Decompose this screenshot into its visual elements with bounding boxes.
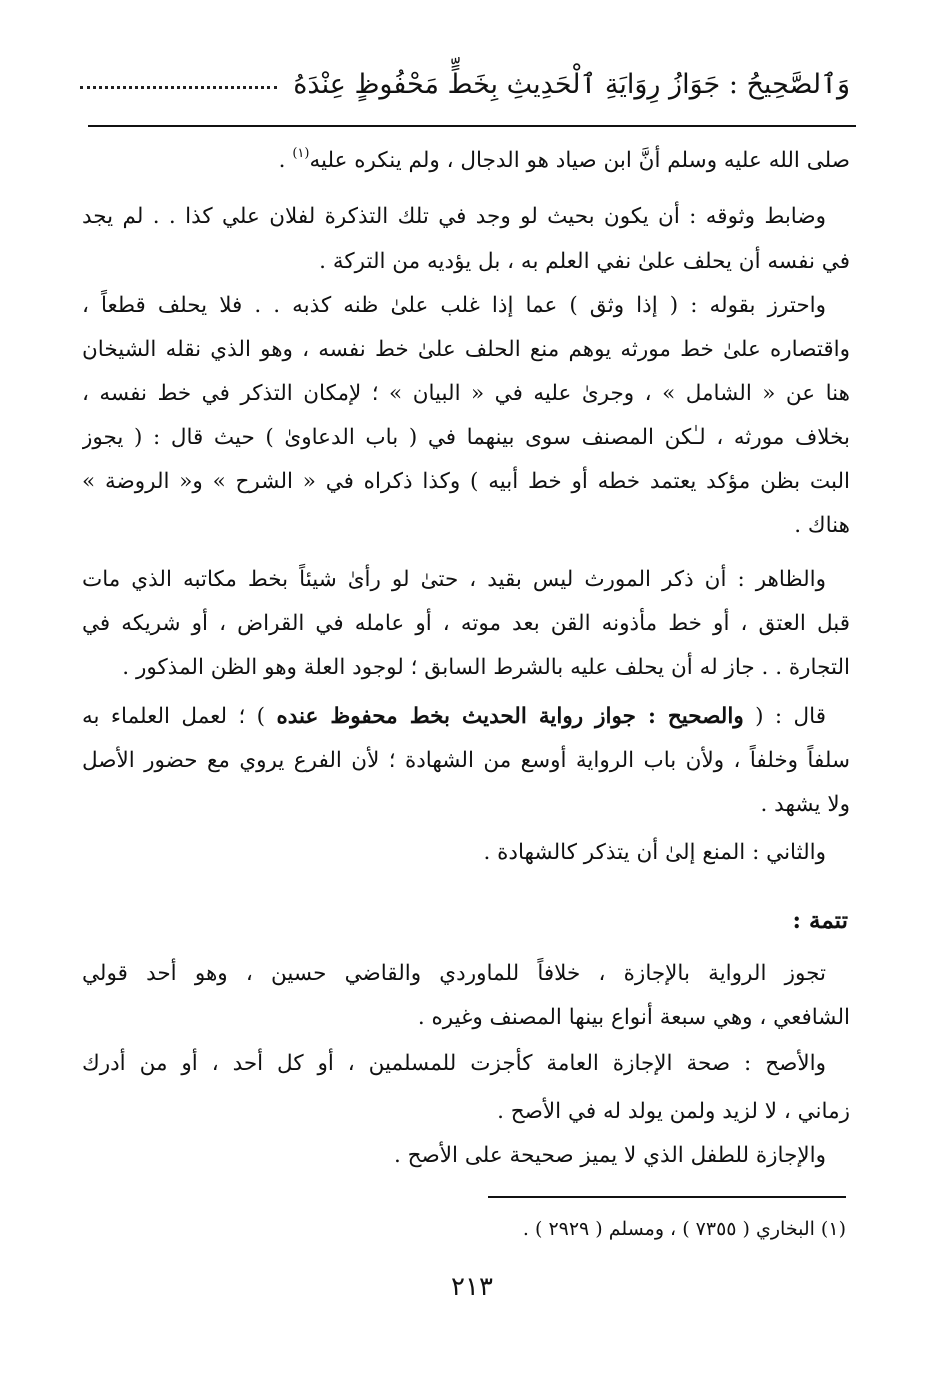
text-line: البت بظن مؤكد يعتمد خطه أو خط أبيه ) وكذا ذكراه في « الشرح » و« الروضة » <box>82 469 850 494</box>
running-head-title: وَٱلصَّحِيحُ : جَوَازُ رِوَايَةِ ٱلْحَدِيثِ بِخَطٍّ مَحْفُوظٍ عِنْدَهُ <box>293 68 850 100</box>
text-line: الشافعي ، وهي سبعة أنواع بينها المصنف وغيره . <box>417 1005 850 1030</box>
quoted-matn: والصحيح : جواز رواية الحديث بخط محفوظ عنده <box>276 704 744 729</box>
header-rule <box>88 125 856 127</box>
text-line: هناك . <box>794 513 850 538</box>
text-line: التجارة . . جاز له أن يحلف عليه بالشرط السابق ؛ لوجود العلة وهو الظن المذكور . <box>122 655 850 680</box>
text-line: والأصح : صحة الإجازة العامة كأجزت للمسلمين ، أو كل أحد ، أو من أدرك <box>82 1051 826 1076</box>
text-line: في نفسه أن يحلف علىٰ نفي العلم به ، بل يؤديه من التركة . <box>319 249 850 274</box>
text-line: واقتصاره علىٰ خط مورثه يوهم منع الحلف علىٰ خط نفسه ، وهو الذي نقله الشيخان <box>82 337 850 362</box>
text-line: سلفاً وخلفاً ، ولأن باب الرواية أوسع من الشهادة ؛ لأن الفرع يروي مع حضور الأصل <box>82 748 850 773</box>
text-line: صلى الله عليه وسلم أنَّ ابن صياد هو الدجال ، ولم ينكره عليه$^{(١)}$ . <box>278 146 850 173</box>
text-line: ولا يشهد . <box>760 792 850 817</box>
text-line: قبل العتق ، أو خط مأذونه القن بعد موته ، أو عامله في القراض ، أو شريكه في <box>82 611 850 636</box>
footnote-rule <box>488 1196 846 1198</box>
text-line: والثاني : المنع إلىٰ أن يتذكر كالشهادة . <box>483 840 826 865</box>
text-line: هنا عن « الشامل » ، وجرىٰ عليه في « البيان » ؛ لإمكان التذكر في خط نفسه ، <box>82 381 850 406</box>
text-line: تجوز الرواية بالإجازة ، خلافاً للماوردي والقاضي حسين ، وهو أحد قولي <box>82 961 826 986</box>
text-line: بخلاف مورثه ، لـٰكن المصنف سوى بينهما في ( باب الدعاوىٰ ) حيث قال : ( يجوز <box>82 425 850 450</box>
text-line: زماني ، لا لزيد ولمن يولد له في الأصح . <box>497 1099 850 1124</box>
section-heading: تتمة : <box>792 907 848 934</box>
footnote: (١) البخاري ( ٧٣٥٥ ) ، ومسلم ( ٢٩٢٩ ) . <box>522 1218 846 1240</box>
text-line: والظاهر : أن ذكر المورث ليس بقيد ، حتىٰ لو رأىٰ شيئاً بخط مكاتبه الذي مات <box>82 567 826 592</box>
text-line: واحترز بقوله : ( إذا وثق ) عما إذا غلب علىٰ ظنه كذبه . . فلا يحلف قطعاً ، <box>82 293 826 318</box>
text-line: قال : ( والصحيح : جواز رواية الحديث بخط محفوظ عنده ) ؛ لعمل العلماء به <box>82 704 826 729</box>
running-head <box>80 58 850 110</box>
text-line: والإجازة للطفل الذي لا يميز صحيحة على الأصح . <box>393 1143 826 1168</box>
page-number: ٢١٣ <box>451 1272 493 1302</box>
running-head-dot-leader <box>80 86 277 89</box>
text-line: وضابط وثوقه : أن يكون بحيث لو وجد في تلك التذكرة لفلان علي كذا . . لم يجد <box>82 204 826 229</box>
footnote-marker: (١) <box>292 146 310 161</box>
